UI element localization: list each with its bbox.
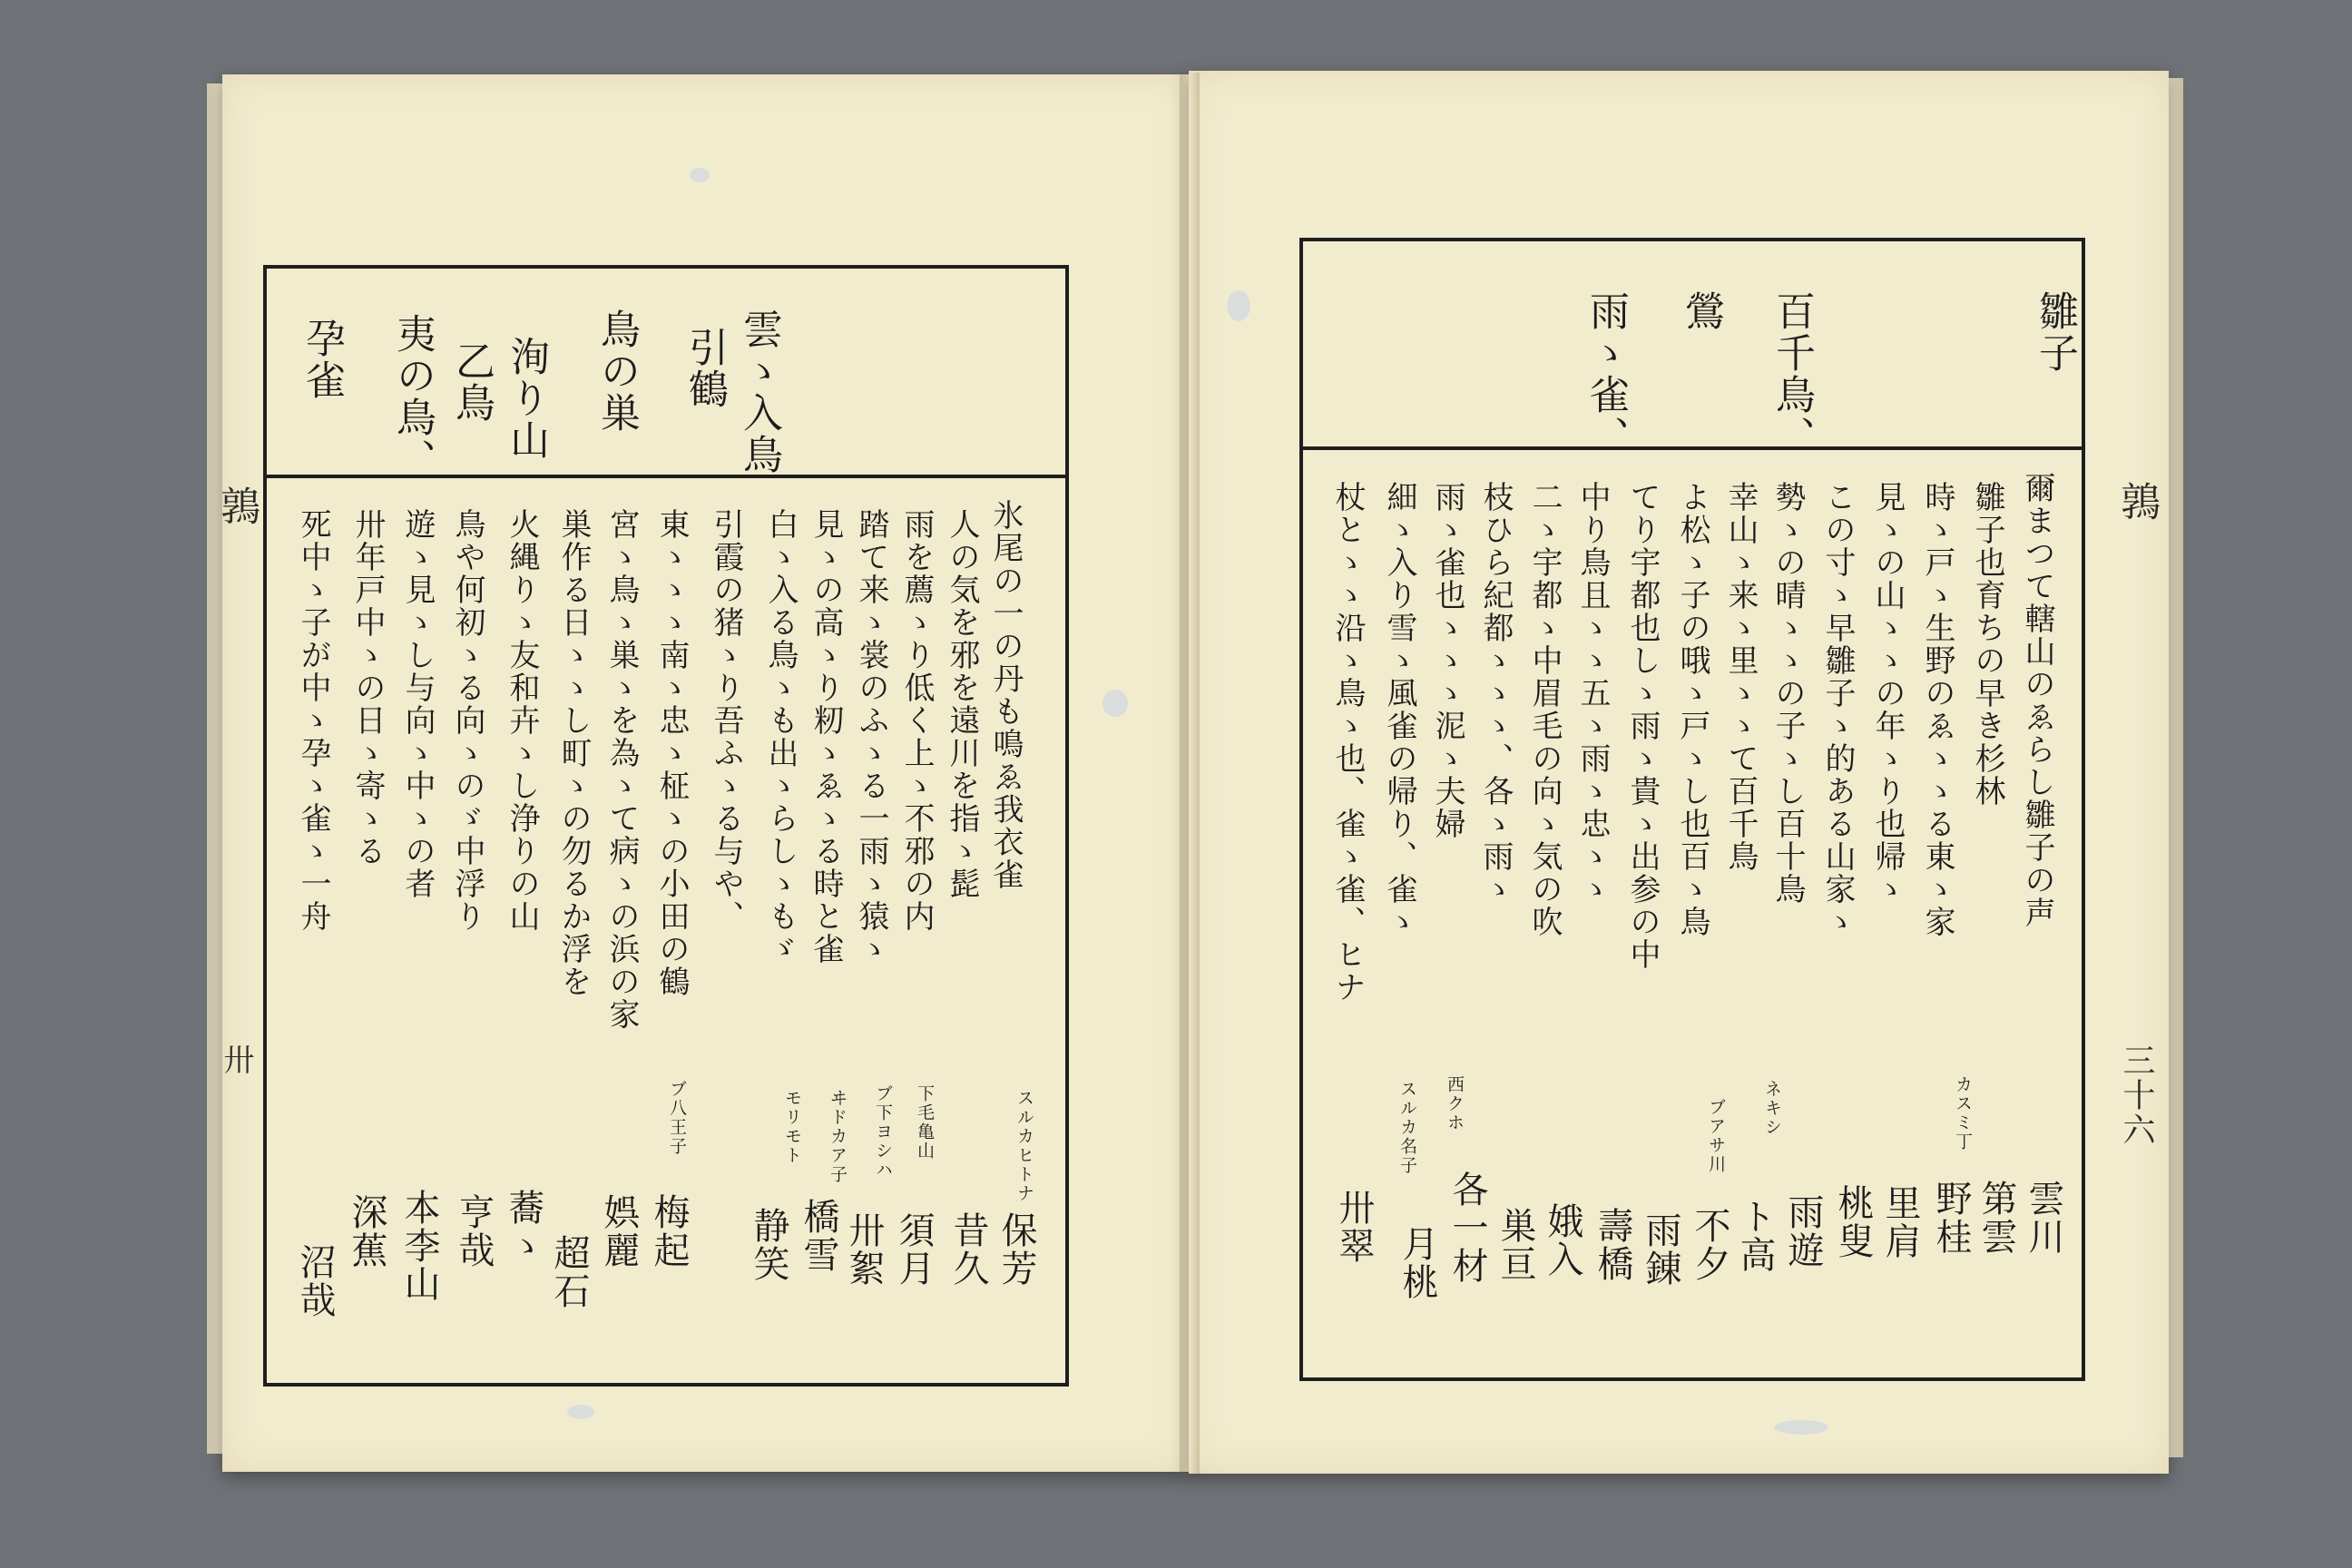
- furigana: スルカ名子: [1397, 1080, 1417, 1175]
- author-name: 超石: [548, 1234, 590, 1310]
- author-name: 各一材: [1446, 1171, 1488, 1285]
- author-name: 卅翠: [1333, 1189, 1375, 1265]
- poem-line: 雛子也育ちの早き杉林: [1969, 481, 2005, 808]
- author-name: 巣亘: [1494, 1207, 1536, 1283]
- margin-page-number: 三十六: [2118, 1044, 2155, 1147]
- poem-line: 枝ひら紀都ゝゝゝ、各ゝ雨ゝ: [1477, 481, 1514, 906]
- header-title: 洵り山: [503, 336, 549, 461]
- author-name: 深蕉: [346, 1193, 387, 1269]
- author-name: 月桃: [1396, 1225, 1438, 1301]
- poem-line: 見ゝの高ゝり籾ゝゑゝる時と雀: [808, 508, 844, 965]
- poem-line: 鳥や何初ゝる向ゝのゞ中浮り: [449, 508, 485, 933]
- header-title: 百千鳥、: [1769, 290, 1815, 457]
- furigana: ヰドカア子: [828, 1089, 848, 1184]
- author-name: ト高: [1734, 1198, 1776, 1274]
- poem-line: 雨を薦ゝり低く上ゝ不邪の内: [898, 508, 935, 933]
- header-title: 雛子: [2032, 290, 2078, 374]
- author-name: 雲川: [2023, 1180, 2064, 1256]
- poem-line: よ松ゝ子の哦ゝ戸ゝし也百ゝ鳥: [1674, 481, 1710, 938]
- paper-stain: [1774, 1420, 1828, 1435]
- poem-line: 卅年戸中ゝの日ゝ寄ゝる: [349, 508, 386, 867]
- poem-line: 踏て来ゝ裳のふゝる一雨ゝ猿ゝ: [853, 508, 889, 965]
- furigana: モリモト: [782, 1089, 802, 1165]
- furigana: 西クホ: [1445, 1075, 1465, 1132]
- poem-line: 勢ゝの晴ゝゝの子ゝし百十鳥: [1769, 481, 1806, 906]
- header-title: 鶯: [1678, 290, 1724, 332]
- poem-line: 爾まつて轄山のゑらし雛子の声: [2019, 472, 2055, 929]
- poem-line: 宮ゝ鳥ゝ巣ゝを為ゝて病ゝの浜の家: [603, 508, 640, 1031]
- author-name: 雨錬: [1640, 1211, 1681, 1288]
- poem-line: 見ゝの山ゝゝの年ゝり也帰ゝ: [1869, 481, 1906, 906]
- header-title: 孕雀: [299, 318, 345, 401]
- poem-line: 中り鳥且ゝゝ五ゝ雨ゝ忠ゝゝ: [1574, 481, 1611, 906]
- poem-line: 人の気を邪を遠川を指ゝ髭: [944, 508, 980, 900]
- header-title: 乙鳥: [448, 340, 495, 424]
- author-name: 娯麗: [598, 1193, 640, 1269]
- left-header-divider: [263, 475, 1069, 478]
- paper-stain: [1102, 690, 1128, 717]
- author-name: 亨哉: [453, 1193, 495, 1269]
- author-name: 娥入: [1542, 1202, 1583, 1279]
- poem-line: 遊ゝ見ゝし与向ゝ中ゝの者: [399, 508, 436, 900]
- author-name: 不夕: [1689, 1207, 1730, 1283]
- margin-title: 鶉: [2113, 481, 2160, 523]
- furigana: ブ下ヨシハ: [873, 1084, 893, 1180]
- author-name: 須月: [893, 1211, 935, 1288]
- author-name: 静笑: [748, 1207, 789, 1283]
- binding-gutter: [1180, 73, 1200, 1475]
- poem-line: てり宇都也しゝ雨ゝ貴ゝ出参の中: [1624, 481, 1661, 971]
- header-title: 鳥の巣: [593, 309, 640, 434]
- poem-line: 白ゝ入る鳥ゝも出ゝらしゝもゞ: [762, 508, 799, 965]
- header-title: 夷の鳥、: [389, 313, 436, 480]
- author-name: 里肩: [1879, 1184, 1921, 1260]
- author-name: 雨遊: [1782, 1193, 1824, 1269]
- margin-title: 鶉: [213, 485, 260, 527]
- author-name: 梅起: [648, 1193, 690, 1269]
- poem-line: この寸ゝ早雛子ゝ的ある山家ゝ: [1819, 481, 1856, 938]
- author-name: 保芳: [995, 1211, 1037, 1288]
- paper-stain: [690, 168, 710, 182]
- header-title: 雨ゝ雀、: [1583, 290, 1629, 457]
- poem-line: 幸山ゝ来ゝ里ゝゝて百千鳥: [1722, 481, 1759, 873]
- furigana: 下毛亀山: [915, 1084, 935, 1161]
- furigana: ブアサ川: [1706, 1098, 1726, 1174]
- furigana: ブ八王子: [667, 1080, 687, 1156]
- margin-page-number: 卅: [218, 1044, 254, 1076]
- paper-stain: [1227, 290, 1250, 321]
- poem-line: 引霞の猪ゝり吾ふゝる与や、: [708, 508, 744, 933]
- poem-line: 二ゝ宇都ゝ中眉毛の向ゝ気の吹: [1526, 481, 1563, 938]
- author-name: 壽橋: [1592, 1207, 1633, 1283]
- poem-line: 細ゝ入り雪ゝ風雀の帰り、雀ゝ: [1381, 481, 1417, 938]
- header-title: 引鶴: [681, 327, 728, 410]
- author-name: 卅絮: [843, 1211, 885, 1288]
- author-name: 野桂: [1930, 1180, 1972, 1256]
- author-name: 橋雪: [798, 1198, 839, 1274]
- author-name: 昔久: [947, 1211, 989, 1288]
- poem-line: 氷尾の一の丹も鳴ゑ我衣雀: [987, 499, 1024, 891]
- author-name: 沼哉: [294, 1243, 336, 1319]
- poem-line: 巣作る日ゝゝし町ゝの勿るか浮を: [555, 508, 592, 998]
- author-name: 桃叟: [1832, 1184, 1874, 1260]
- poem-line: 時ゝ戸ゝ生野のゑゝゝる東ゝ家: [1919, 481, 1955, 938]
- furigana: カスミ丁: [1953, 1075, 1973, 1152]
- poem-line: 火縄りゝ友和卉ゝし浄りの山: [504, 508, 540, 933]
- right-header-divider: [1299, 446, 2085, 450]
- poem-line: 杖とゝゝ沿ゝ鳥ゝ也、雀ゝ雀、ヒナ: [1329, 481, 1366, 1004]
- poem-line: 雨ゝ雀也ゝゝゝ泥ゝ夫婦: [1429, 481, 1465, 840]
- furigana: ネキシ: [1762, 1080, 1782, 1137]
- author-name: 第雲: [1975, 1180, 2017, 1256]
- paper-stain: [567, 1405, 594, 1419]
- poem-line: 死中ゝ子が中ゝ孕ゝ雀ゝ一舟: [295, 508, 331, 933]
- author-name: 本李山: [398, 1189, 440, 1303]
- poem-line: 東ゝゝゝ南ゝ忠ゝ柾ゝの小田の鶴: [653, 508, 690, 998]
- furigana: スルカヒトナ: [1014, 1089, 1034, 1203]
- header-title: 雲ゝ入鳥: [736, 309, 782, 475]
- author-name: 蕎ゝ: [503, 1189, 544, 1265]
